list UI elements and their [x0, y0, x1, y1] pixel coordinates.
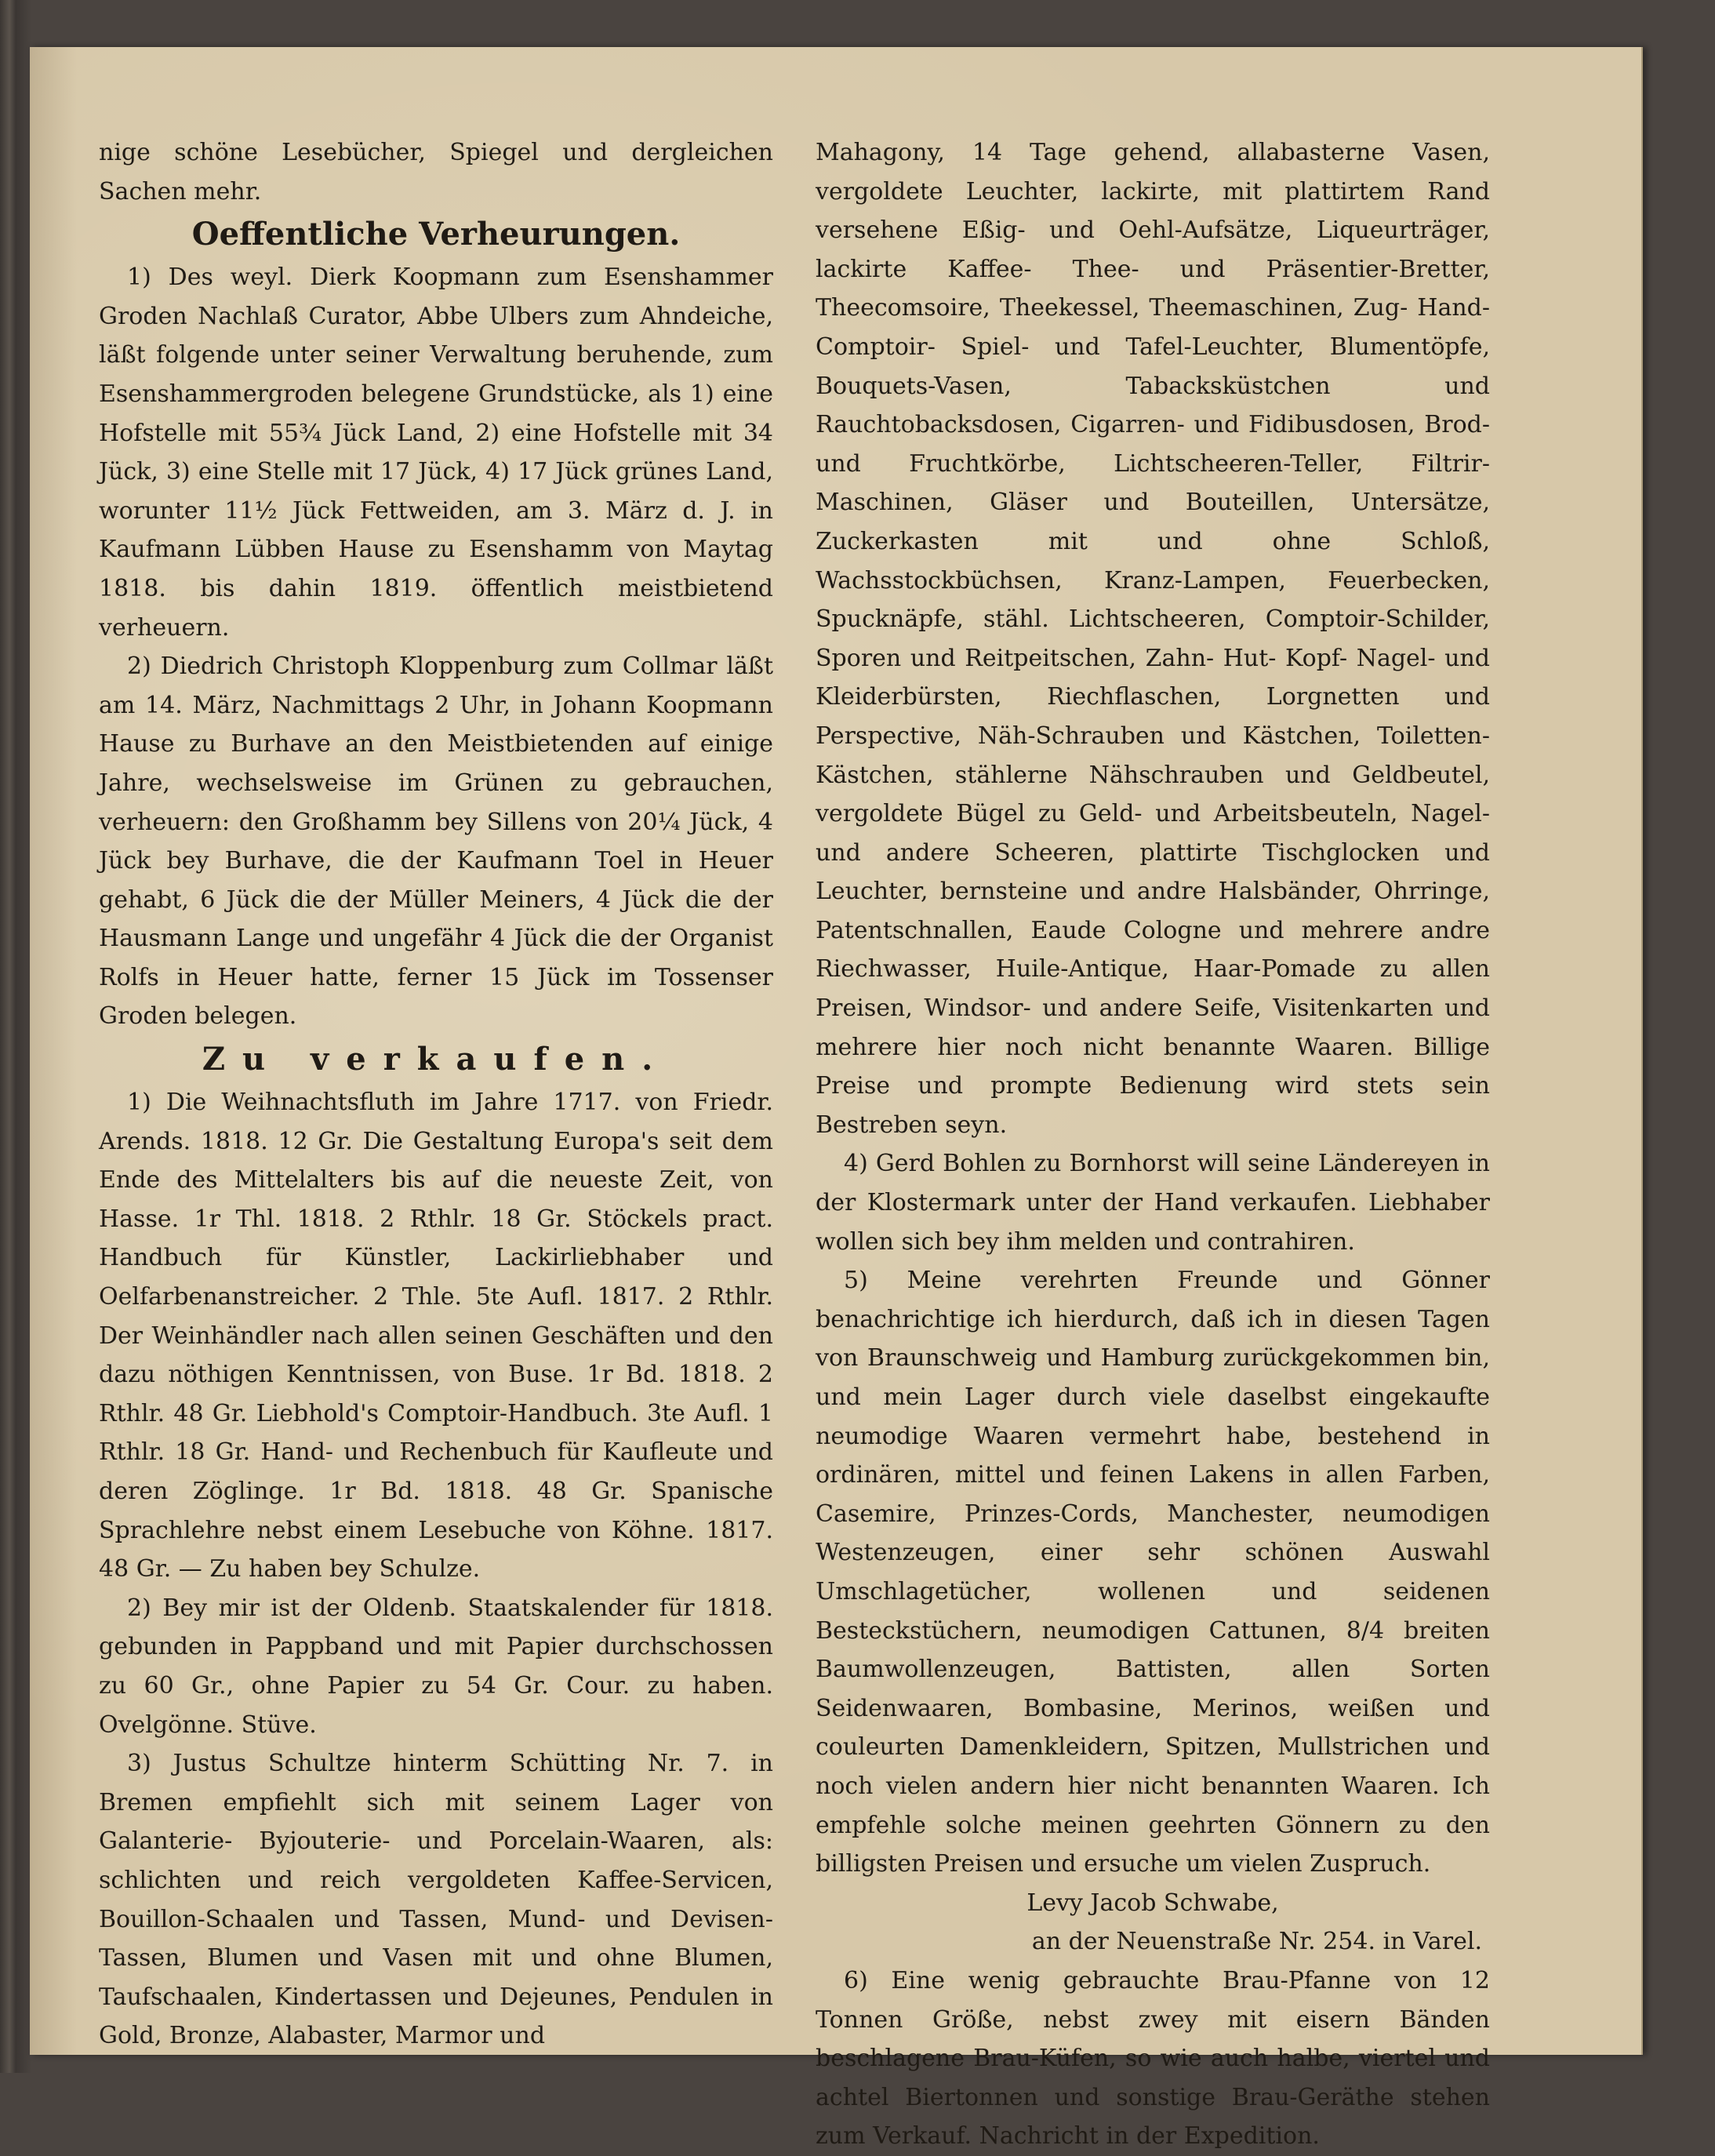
sale-item-5: 5) Meine verehrten Freunde und Gönner benachrichtige ich hierdurch, daß ich in diesen Tagen von Braunschweig und Hamburg zurückgekommen bin, und mein Lager durch viele daselbst eingekaufte neumodige Waaren vermehrt habe, bestehend in ordinären, mittel und feinen Lakens in allen Farben, Casemire, Prinzes-Cords, Manchester, neumodigen Westenzeugen, einer sehr schönen Auswahl Umschlagetücher, wollenen und seidenen Besteckstüchern, neumodigen Cattunen, 8/4 breiten Baumwollenzeugen, Battisten, allen Sorten Seidenwaaren, Bombasine, Merinos, weißen und coulеurten Damenkleidern, Spitzen, Mullstrichen und noch vielen andern hier nicht benannten Waaren. Ich empfehle solche meinen geehrten Gönnern zu den billigsten Preisen und ersuche um vielen Zuspruch.	[816, 1267, 1490, 1878]
sale-item-3: 3) Justus Schultze hinterm Schütting Nr. 7. in Bremen empfiehlt sich mit seinem Lager von Galanterie- Byjouterie- und Porcelain-Waaren, als: schlichten und reich vergoldeten Kaffee-Servicen, Bouillon-Schaalen und Tassen, Mund- und Devisen-Tassen, Blumen und Vasen mit und ohne Blumen, Taufschaalen, Kindertassen und Dejeunes, Pendulen in Gold, Bronze, Alabaster, Marmor und	[99, 1750, 773, 2050]
right-column	[816, 133, 1490, 2151]
sale-item-6: 6) Eine wenig gebrauchte Brau-Pfanne von 12 Tonnen Größe, nebst zwey mit eisern Bänden beschlagene Brau-Küfen, so wie auch halbe, viertel und achtel Biertonnen und sonstige Brau-Geräthe stehen zum Verkauf. Nachricht in der Expedition.	[816, 1966, 1490, 2151]
heading-zu-verkaufen: Zu verkaufen.	[202, 1041, 670, 1078]
heading-verheurungen: Oeffentliche Verheurungen.	[191, 216, 681, 253]
signature-address: an der Neuenstraße Nr. 254. in Varel.	[1031, 1928, 1482, 1956]
notice-item-1: 1) Des weyl. Dierk Koopmann zum Esenshammer Groden Nachlaß Curator, Abbe Ulbers zum Ahndeiche, läßt folgende unter seiner Verwaltung beruhende, zum Esenshammergroden belegene Grundstücke, als 1) eine Hofstelle mit 55¾ Jück Land, 2) eine Hofstelle mit 34 Jück, 3) eine Stelle mit 17 Jück, 4) 17 Jück grünes Land, worunter 11½ Jück Fettweiden, am 3. März d. J. in Kaufmann Lübben Hause zu Esenshamm von Maytag 1818. bis dahin 1819. öffentlich meistbietend verheuern.	[99, 264, 773, 642]
newspaper-page	[30, 47, 1643, 2151]
sale-item-1: 1) Die Weihnachtsfluth im Jahre 1717. von Friedr. Arends. 1818. 12 Gr. Die Gestaltung Europa's seit dem Ende des Mittelalters bis auf die neueste Zeit, von Hasse. 1r Thl. 1818. 2 Rthlr. 18 Gr. Stöckels pract. Handbuch für Künstler, Lackirliebhaber und Oelfarbenanstreicher. 2 Thle. 5te Aufl. 1817. 2 Rthlr. Der Weinhändler nach allen seinen Geschäften und den dazu nöthigen Kenntnissen, von Buse. 1r Bd. 1818. 2 Rthlr. 48 Gr. Liebhold's Comptoir-Handbuch. 3te Aufl. 1 Rthlr. 18 Gr. Hand- und Rechenbuch für Kaufleute und deren Zöglinge. 1r Bd. 1818. 48 Gr. Spanische Sprachlehre nebst einem Lesebuche von Köhne. 1817. 48 Gr. — Zu haben bey Schulze.	[99, 1089, 773, 1583]
sale-item-4: 4) Gerd Bohlen zu Bornhorst will seine Ländereyen in der Klostermark unter der Hand verkaufen. Liebhaber wollen sich bey ihm melden und contrahiren.	[816, 1150, 1490, 1256]
left-column	[99, 133, 773, 2050]
notice-item-2: 2) Diedrich Christoph Kloppenburg zum Collmar läßt am 14. März, Nachmittags 2 Uhr, in Johann Koopmann Hause zu Burhave an den Meistbietenden auf einige Jahre, wechselsweise im Grünen zu gebrauchen, verheuern: den Großhamm bey Sillens von 20¼ Jück, 4 Jück bey Burhave, die der Kaufmann Toel in Heuer gehabt, 6 Jück die der Müller Meiners, 4 Jück die der Hausmann Lange und ungefähr 4 Jück die der Organist Rolfs in Heuer hatte, ferner 15 Jück im Tossenser Groden belegen.	[99, 653, 773, 1031]
intro-text: nige schöne Lesebücher, Spiegel und dergleichen Sachen mehr.	[99, 139, 773, 205]
signature-name: Levy Jacob Schwabe,	[1026, 1889, 1279, 1917]
sale-item-2: 2) Bey mir ist der Oldenb. Staatskalender für 1818. gebunden in Pappband und mit Papier durchschossen zu 60 Gr., ohne Papier zu 54 Gr. Cour. zu haben. Ovelgönne. Stüve.	[99, 1594, 773, 1739]
sale-item-3-continued: Mahagony, 14 Tage gehend, allabasterne Vasen, vergoldete Leuchter, lackirte, mit plattirtem Rand versehene Eßig- und Oehl-Aufsätze, Liqueurträger, lackirte Kaffee- Thee- und Präsentier-Bretter, Theecomsoire, Theekessel, Theemaschinen, Zug- Hand- Comptoir- Spiel- und Tafel-Leuchter, Blumentöpfe, Bouquets-Vasen, Tabacksküstchen und Rauchtobacksdosen, Cigarren- und Fidibusdosen, Brod- und Fruchtkörbe, Lichtscheeren-Teller, Filtrir-Maschinen, Gläser und Bouteillen, Untersätze, Zuckerkasten mit und ohne Schloß, Wachsstockbüchsen, Kranz-Lampen, Feuerbecken, Spucknäpfe, stähl. Lichtscheeren, Comptoir-Schilder, Sporen und Reitpeitschen, Zahn- Hut- Kopf- Nagel- und Kleiderbürsten, Riechflaschen, Lorgnetten und Perspective, Näh-Schrauben und Kästchen, Toiletten-Kästchen, stählerne Nähschrauben und Geldbeutel, vergoldete Bügel zu Geld- und Arbeitsbeuteln, Nagel- und andere Scheeren, plattirte Tischglocken und Leuchter, bernsteine und andre Halsbänder, Ohrringe, Patentschnallen, Eaude Cologne und mehrere andre Riechwasser, Huile-Antique, Haar-Pomade zu allen Preisen, Windsor- und andere Seife, Visitenkarten und mehrere hier noch nicht benannte Waaren. Billige Preise und prompte Bedienung wird stets sein Bestreben seyn.	[816, 139, 1490, 1139]
